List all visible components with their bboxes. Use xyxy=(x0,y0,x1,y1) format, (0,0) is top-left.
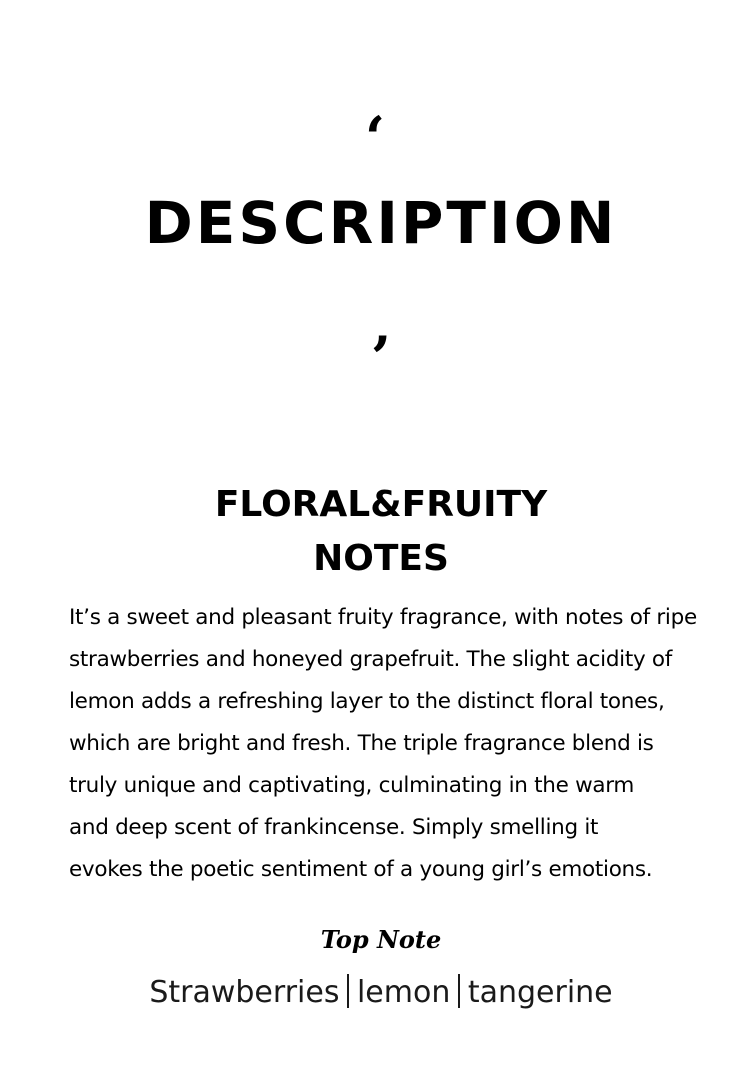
separator-bar xyxy=(458,974,460,1008)
section-heading: DESCRIPTION xyxy=(144,189,618,257)
notes-subheading xyxy=(0,478,750,586)
top-note-label: Top Note xyxy=(320,925,442,954)
opening-quote-mark: ‘ xyxy=(364,104,386,172)
description-line: strawberries and honeyed grapefruit. The slight acidity of xyxy=(69,647,673,672)
subheading-line-2: NOTES xyxy=(313,538,449,579)
description-line: and deep scent of frankincense. Simply smelling it xyxy=(69,815,599,840)
description-line: It’s a sweet and pleasant fruity fragrance, with notes of ripe xyxy=(69,605,697,630)
description-paragraph xyxy=(69,597,729,891)
description-line: truly unique and captivating, culminating in the warm xyxy=(69,773,635,798)
description-line: which are bright and fresh. The triple fragrance blend is xyxy=(69,731,654,756)
closing-quote-mark: ’ xyxy=(370,324,392,392)
top-note-list xyxy=(0,967,750,1019)
note-item: tangerine xyxy=(467,975,613,1010)
separator-bar xyxy=(347,974,349,1008)
note-item: Strawberries xyxy=(149,975,340,1010)
note-item: lemon xyxy=(356,975,451,1010)
subheading-line-1: FLORAL&FRUITY xyxy=(214,484,548,525)
description-line: evokes the poetic sentiment of a young girl’s emotions. xyxy=(69,857,653,882)
description-line: lemon adds a refreshing layer to the distinct floral tones, xyxy=(69,689,665,714)
